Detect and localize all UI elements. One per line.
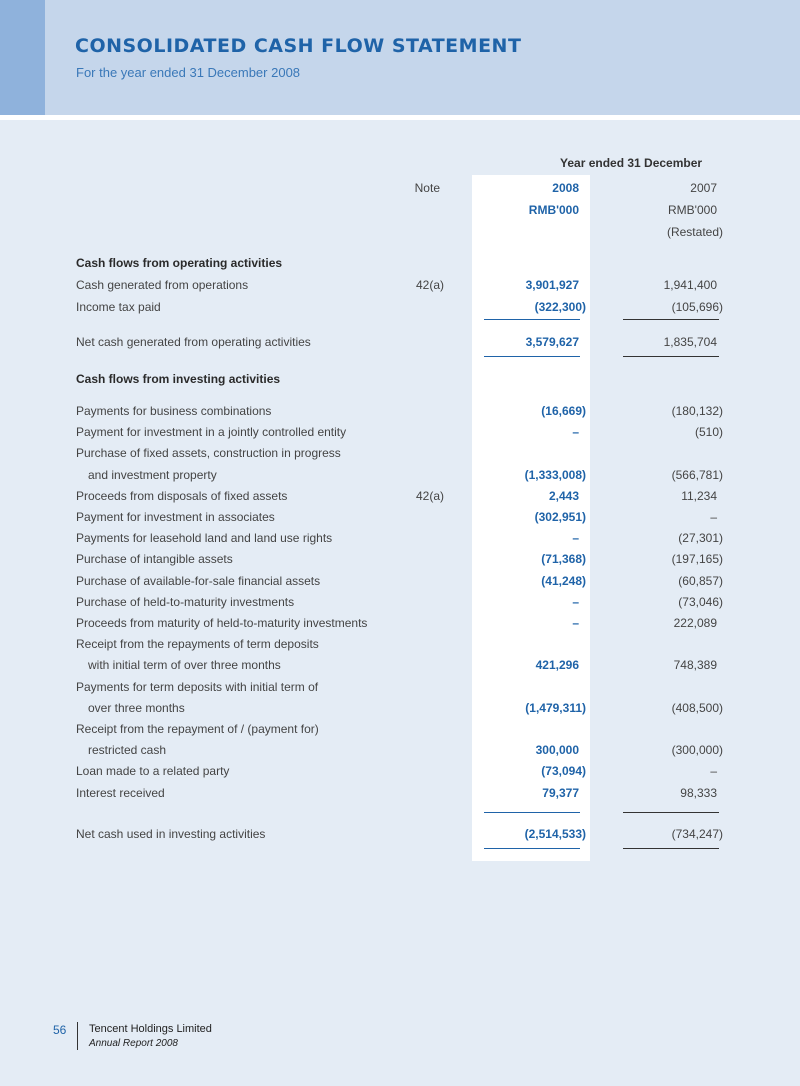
row-label: Purchase of intangible assets: [76, 552, 233, 566]
row-label: Receipt from the repayments of term deposits: [76, 637, 319, 651]
row-value-2007: (27,301): [678, 531, 723, 545]
page-number: 56: [53, 1023, 67, 1037]
row-label: Interest received: [76, 786, 165, 800]
header-accent-tab: [0, 0, 45, 115]
footer-company: Tencent Holdings Limited: [89, 1023, 212, 1035]
row-value-2008: –: [572, 616, 579, 630]
row-value-2008: (16,669): [541, 404, 586, 418]
row-label: Payments for business combinations: [76, 404, 272, 418]
total-row-investing: [0, 824, 800, 844]
row-label: Net cash generated from operating activities: [76, 335, 311, 349]
unit-2008-header: RMB'000: [528, 203, 579, 217]
row-label: Purchase of available-for-sale financial assets: [76, 574, 321, 588]
row-value-2007: 1,941,400: [663, 278, 717, 292]
row-label: over three months: [88, 701, 185, 715]
table-row: [0, 422, 800, 442]
table-row: [0, 528, 800, 548]
row-value-2008: 300,000: [535, 743, 579, 757]
section-heading: Cash flows from operating activities: [76, 256, 283, 270]
row-value-2007: (60,857): [678, 574, 723, 588]
table-row: [0, 677, 800, 697]
row-label: Payment for investment in a jointly controlled entity: [76, 425, 347, 439]
row-value-2007: (300,000): [671, 743, 723, 757]
note-column-header: Note: [414, 181, 440, 195]
subtotal-rule-2008: [484, 812, 580, 813]
subtotal-rule-2008: [484, 319, 580, 320]
row-value-2008: (302,951): [534, 510, 586, 524]
row-value-2008: –: [572, 425, 579, 439]
column-header-row: [0, 178, 800, 198]
row-value-2007: –: [710, 510, 717, 524]
row-value-2008: (41,248): [541, 574, 586, 588]
row-value-2007: (566,781): [671, 468, 723, 482]
row-label: Payments for leasehold land and land use rights: [76, 531, 333, 545]
row-value-2008: –: [572, 531, 579, 545]
row-value-2008: 3,579,627: [525, 335, 579, 349]
row-value-2008: (1,479,311): [525, 701, 586, 715]
table-row: [0, 507, 800, 527]
row-value-2008: (2,514,533): [524, 827, 586, 841]
row-label: Payments for term deposits with initial term of: [76, 680, 319, 694]
table-row: [0, 783, 800, 803]
total-rule-2007: [623, 356, 719, 357]
total-rule-2007: [623, 848, 719, 849]
table-row: [0, 655, 800, 675]
year-2007-header: 2007: [690, 181, 717, 195]
row-value-2008: (322,300): [534, 300, 586, 314]
page-subtitle: For the year ended 31 December 2008: [76, 65, 301, 80]
section-heading-operating: [0, 253, 800, 273]
row-value-2008: 3,901,927: [525, 278, 579, 292]
restated-label: (Restated): [666, 225, 723, 239]
row-label: Payment for investment in associates: [76, 510, 275, 524]
row-value-2007: –: [710, 764, 717, 778]
header-band: [0, 0, 800, 115]
row-value-2008: (1,333,008): [524, 468, 586, 482]
row-value-2007: 748,389: [673, 658, 717, 672]
unit-header-row: [0, 200, 800, 220]
row-value-2007: (734,247): [671, 827, 723, 841]
row-value-2007: (180,132): [671, 404, 723, 418]
row-value-2007: 222,089: [673, 616, 717, 630]
row-value-2007: (73,046): [678, 595, 723, 609]
header-divider: [0, 115, 800, 120]
table-row: [0, 719, 800, 739]
row-value-2007: (408,500): [671, 701, 723, 715]
table-row: [0, 698, 800, 718]
row-value-2008: 421,296: [535, 658, 579, 672]
row-label: Purchase of held-to-maturity investments: [76, 595, 295, 609]
row-value-2007: (510): [694, 425, 723, 439]
row-value-2008: (73,094): [541, 764, 586, 778]
page-title: CONSOLIDATED CASH FLOW STATEMENT: [75, 35, 522, 57]
unit-2007-header: RMB'000: [668, 203, 717, 217]
row-label: Proceeds from disposals of fixed assets: [76, 489, 288, 503]
row-note: 42(a): [415, 489, 444, 503]
table-row: [0, 443, 800, 463]
footer-report-title: Annual Report 2008: [89, 1038, 178, 1049]
table-row: [0, 465, 800, 485]
row-label: Income tax paid: [76, 300, 161, 314]
row-label: restricted cash: [88, 743, 167, 757]
year-2008-header: 2008: [552, 181, 579, 195]
row-label: and investment property: [88, 468, 217, 482]
table-row: [0, 571, 800, 591]
table-row: [0, 297, 800, 317]
row-label: Purchase of fixed assets, construction in progress: [76, 446, 341, 460]
column-group-label: Year ended 31 December: [560, 156, 703, 170]
row-value-2007: 11,234: [681, 489, 717, 503]
footer-divider: [77, 1022, 78, 1050]
row-value-2007: (197,165): [671, 552, 723, 566]
row-value-2007: 98,333: [680, 786, 717, 800]
table-row: [0, 401, 800, 421]
row-label: with initial term of over three months: [88, 658, 281, 672]
row-label: Net cash used in investing activities: [76, 827, 266, 841]
row-note: 42(a): [415, 278, 444, 292]
table-row: [0, 761, 800, 781]
total-rule-2008: [484, 848, 580, 849]
subtotal-rule-2007: [623, 319, 719, 320]
table-row: [0, 634, 800, 654]
row-value-2008: 2,443: [548, 489, 579, 503]
row-value-2007: (105,696): [671, 300, 723, 314]
table-row: [0, 740, 800, 760]
row-value-2008: 79,377: [542, 786, 579, 800]
restated-header-row: [0, 222, 800, 242]
row-label: Loan made to a related party: [76, 764, 230, 778]
row-value-2008: (71,368): [541, 552, 586, 566]
table-row: [0, 549, 800, 569]
subtotal-rule-2007: [623, 812, 719, 813]
section-heading: Cash flows from investing activities: [76, 372, 281, 386]
table-row: [0, 613, 800, 633]
row-label: Cash generated from operations: [76, 278, 249, 292]
row-label: Receipt from the repayment of / (payment for): [76, 722, 319, 736]
table-row: [0, 486, 800, 506]
table-row: [0, 592, 800, 612]
section-heading-investing: [0, 369, 800, 389]
row-label: Proceeds from maturity of held-to-maturity investments: [76, 616, 368, 630]
total-rule-2008: [484, 356, 580, 357]
total-row-operating: [0, 332, 800, 352]
row-value-2008: –: [572, 595, 579, 609]
row-value-2007: 1,835,704: [663, 335, 717, 349]
table-row: [0, 275, 800, 295]
